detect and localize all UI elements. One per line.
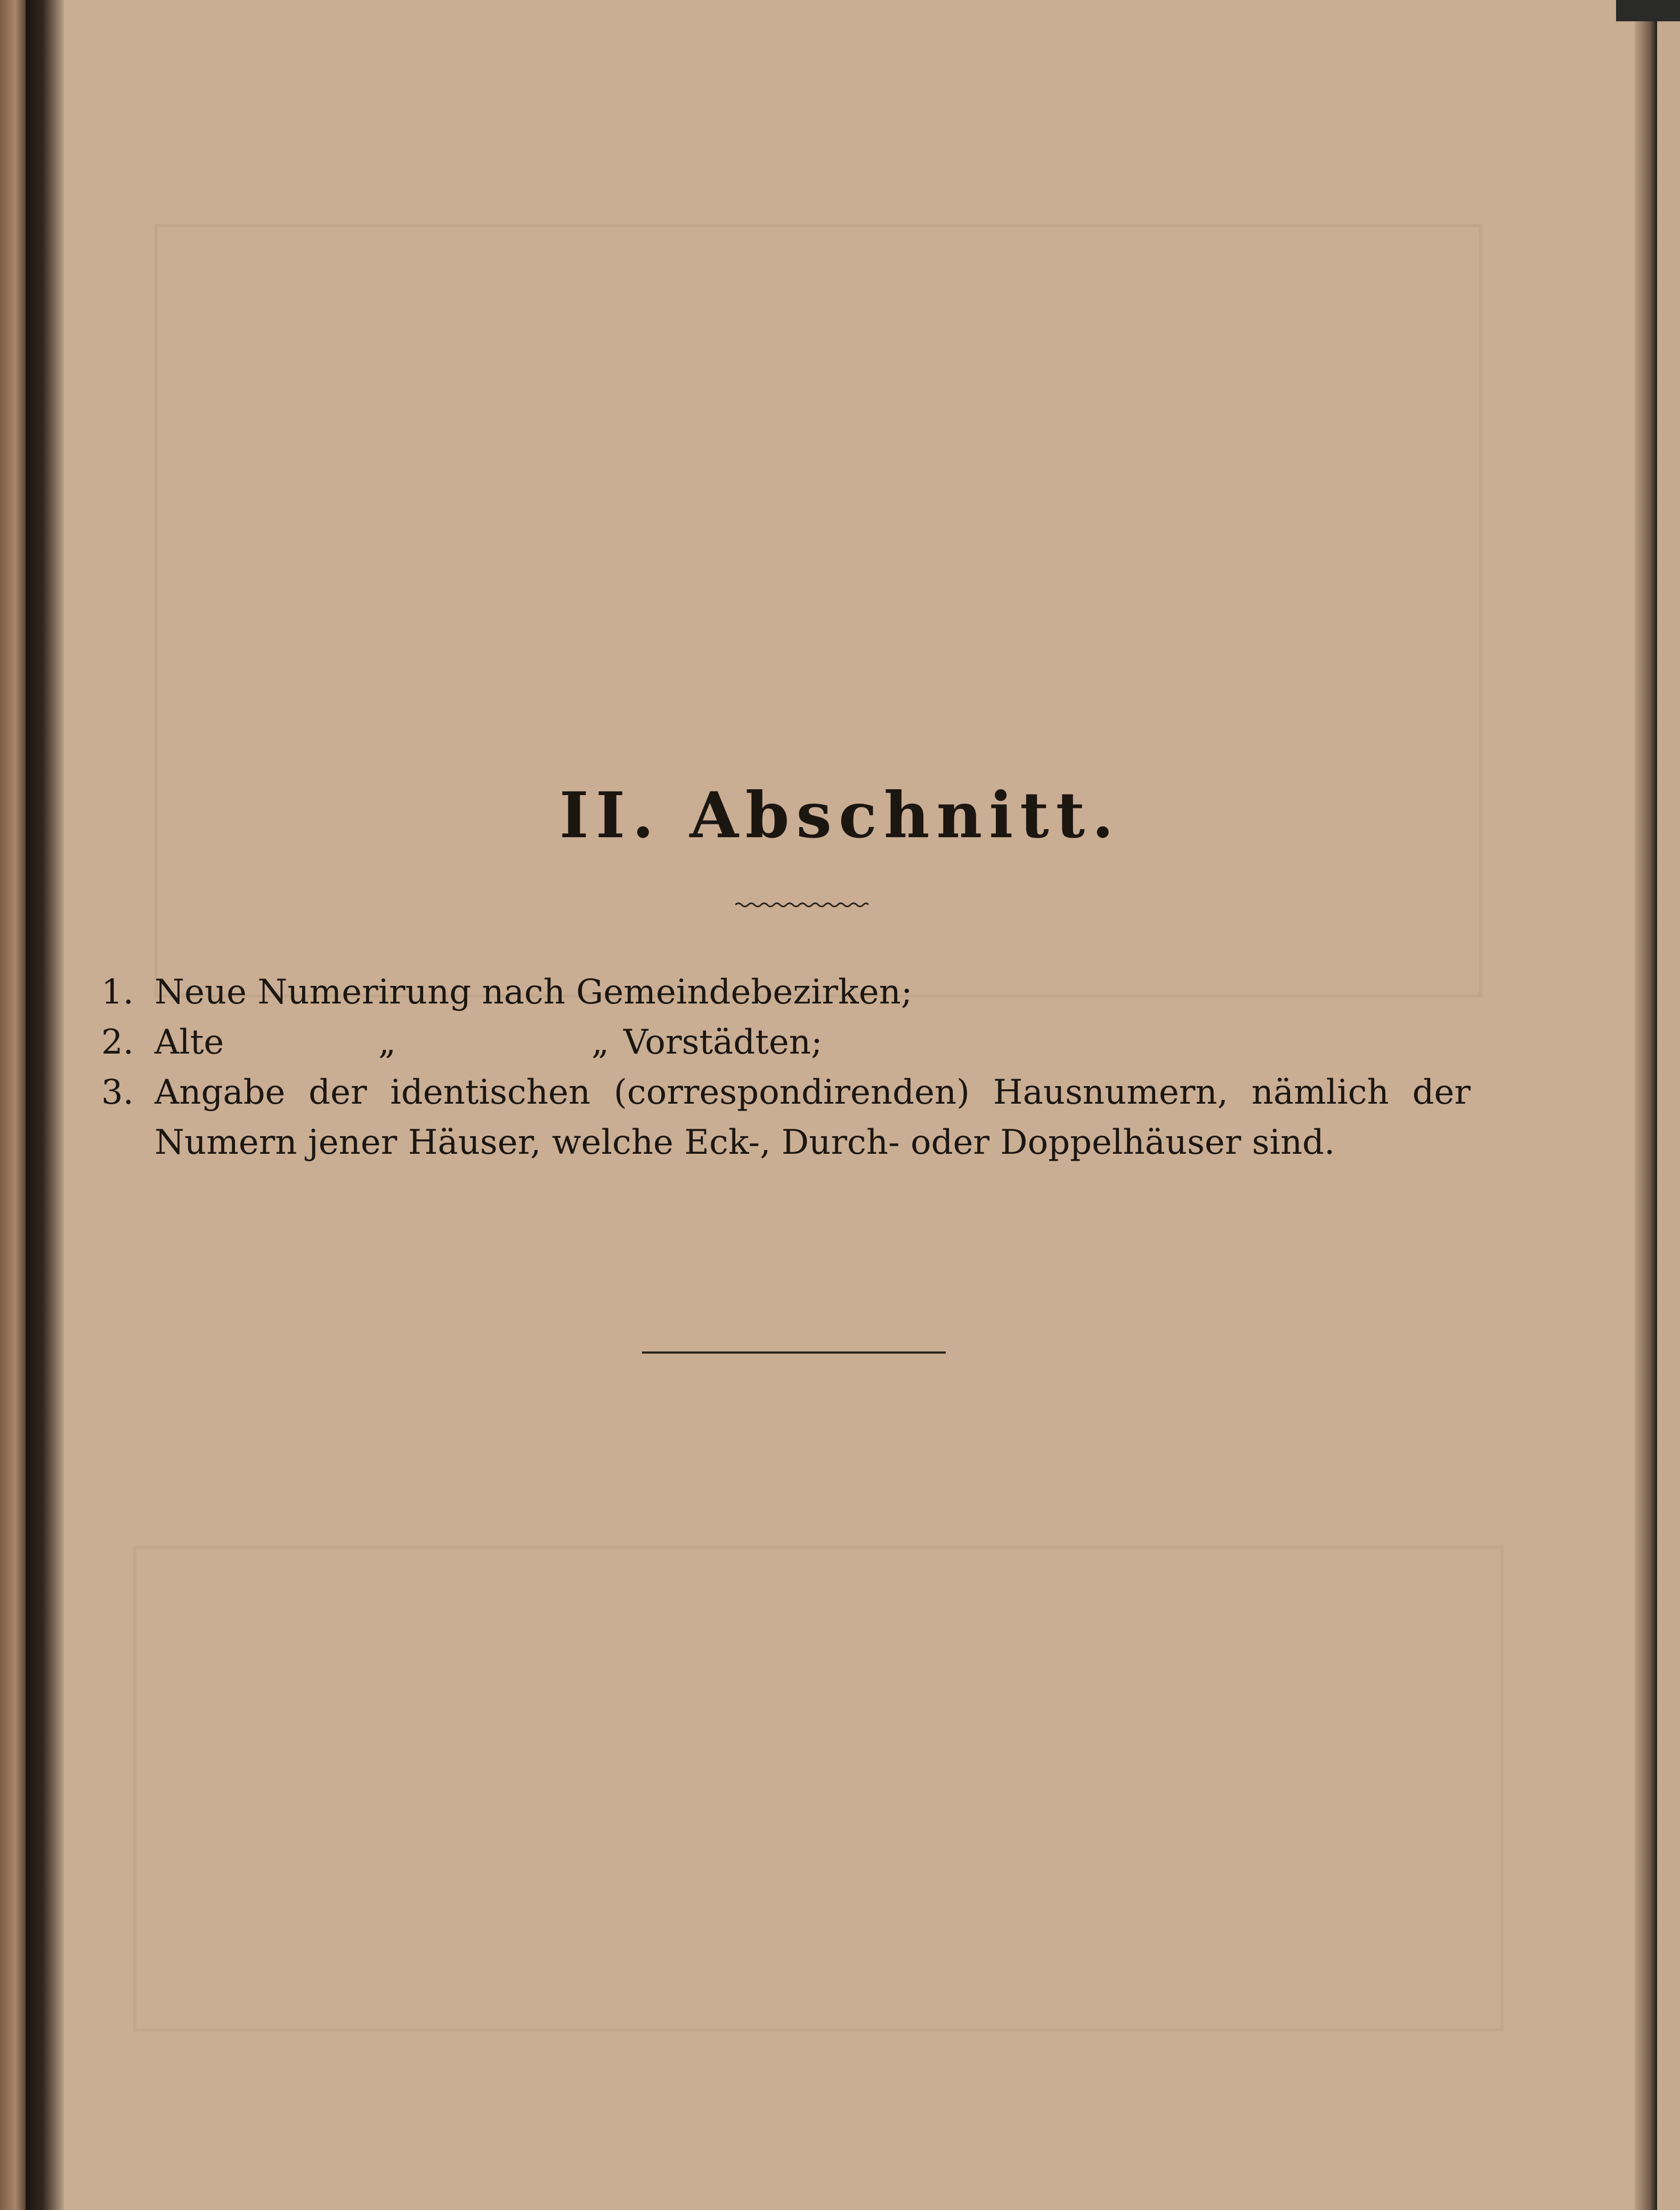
item-text: Neue Numerirung nach Gemeindebezirken;: [155, 973, 913, 1012]
page-edge: [1634, 0, 1657, 2210]
item-text: Angabe der identischen (correspondirenden) Hausnumern, nämlich der Numern jener Häuser, welche Eck-, Durch- oder Doppelhäuser sind.: [155, 1073, 1471, 1162]
list-item: [101, 967, 1471, 1017]
ditto-mark: „: [591, 1023, 610, 1062]
item-number: 1.: [101, 973, 134, 1012]
show-through-frame: [155, 224, 1482, 998]
closing-rule: [642, 1351, 946, 1354]
item-number: 3.: [101, 1073, 134, 1112]
gutter-shadow: [26, 0, 64, 2210]
book-spine: [0, 0, 26, 2210]
show-through-frame-lower: [133, 1545, 1504, 2031]
item-text-row: [155, 1017, 1471, 1067]
item-label: Alte: [155, 1023, 224, 1062]
wavy-divider: [735, 901, 869, 909]
section-heading: II. Abschnitt.: [559, 778, 1121, 852]
list-item: [101, 1067, 1471, 1168]
contents-list: [101, 967, 1471, 1168]
ditto-mark: „: [378, 1023, 396, 1062]
item-number: 2.: [101, 1023, 134, 1062]
list-item: [101, 1017, 1471, 1067]
page-corner: [1616, 0, 1680, 21]
item-text: Vorstädten;: [623, 1023, 823, 1062]
